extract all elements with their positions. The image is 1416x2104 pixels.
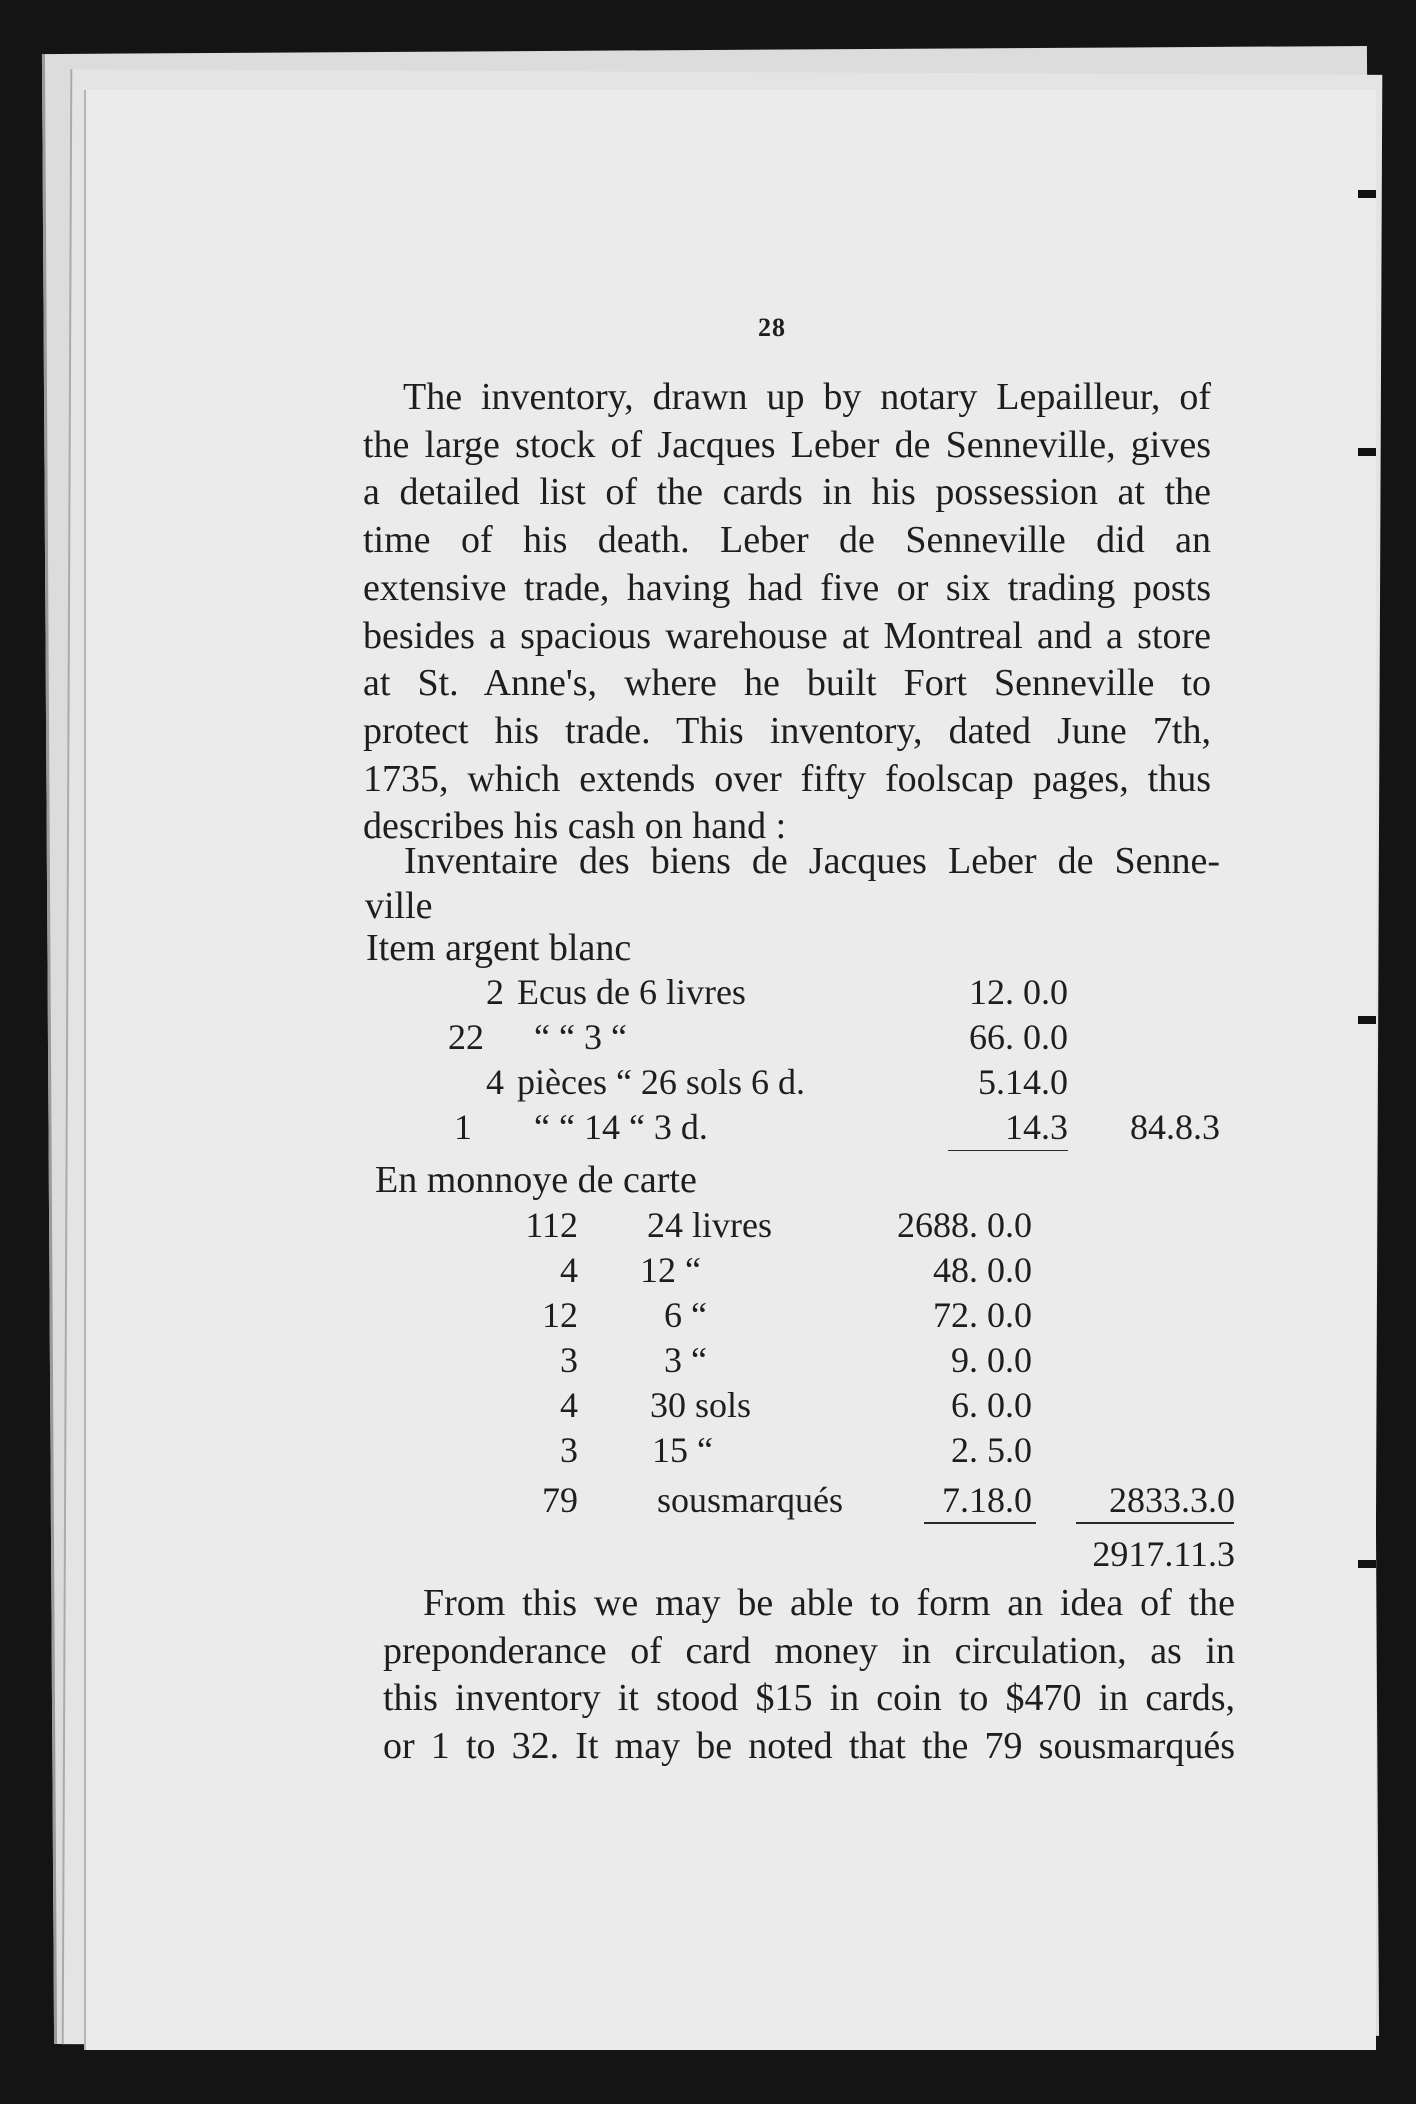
card-heading: En monnoye de carte xyxy=(375,1159,697,1201)
coin-desc: Ecus de 6 livres xyxy=(517,972,746,1012)
coin-desc: “ “ 3 “ xyxy=(534,1017,627,1057)
coin-amount: 5.14.0 xyxy=(978,1062,1068,1102)
card-amount: 7.18.0 xyxy=(942,1480,1032,1520)
text-line: protect his trade. This inventory, dated June 7th, xyxy=(363,709,1211,752)
card-desc: 3 “ xyxy=(664,1340,707,1380)
coin-qty: 4 xyxy=(486,1062,504,1102)
card-qty: 4 xyxy=(560,1385,578,1425)
card-qty: 4 xyxy=(560,1250,578,1290)
coin-amount: 12. 0.0 xyxy=(969,972,1068,1012)
coin-qty: 22 xyxy=(448,1017,484,1057)
text-line: the large stock of Jacques Leber de Senneville, gives xyxy=(363,423,1211,466)
coin-qty: 1 xyxy=(454,1107,472,1147)
text-line: From this we may be able to form an idea of the xyxy=(423,1582,1235,1624)
card-amount: 2688. 0.0 xyxy=(897,1205,1032,1245)
card-qty: 3 xyxy=(560,1340,578,1380)
coin-qty: 2 xyxy=(486,972,504,1012)
coin-desc: pièces “ 26 sols 6 d. xyxy=(517,1062,805,1102)
card-desc: 15 “ xyxy=(652,1430,713,1470)
inventory-title-continued: ville xyxy=(365,885,433,927)
text-line: preponderance of card money in circulation, as in xyxy=(383,1629,1235,1672)
coin-amount: 14.3 xyxy=(1005,1107,1068,1147)
coin-total: 84.8.3 xyxy=(1130,1107,1220,1147)
text-line: The inventory, drawn up by notary Lepailleur, of xyxy=(403,376,1211,418)
grand-total: 2917.11.3 xyxy=(1092,1534,1235,1574)
subtotal-rule xyxy=(924,1522,1036,1524)
text-line: or 1 to 32. It may be noted that the 79 sousmarqués xyxy=(383,1725,1235,1768)
card-amount: 48. 0.0 xyxy=(933,1250,1032,1290)
text-line: describes his cash on hand : xyxy=(363,805,787,848)
card-qty: 112 xyxy=(525,1205,578,1245)
text-line: 1735, which extends over fifty foolscap pages, thus xyxy=(363,757,1211,800)
closing-paragraph xyxy=(383,1580,1235,1771)
card-qty: 79 xyxy=(542,1480,578,1520)
card-amount: 9. 0.0 xyxy=(951,1340,1032,1380)
card-amount: 2. 5.0 xyxy=(951,1430,1032,1470)
card-desc: 12 “ xyxy=(640,1250,701,1290)
card-amount: 72. 0.0 xyxy=(933,1295,1032,1335)
coin-amount: 66. 0.0 xyxy=(969,1017,1068,1057)
card-desc: 24 livres xyxy=(647,1205,772,1245)
subtotal-rule xyxy=(948,1150,1068,1151)
total-rule xyxy=(1076,1522,1234,1524)
card-desc: 6 “ xyxy=(664,1295,707,1335)
inventory-title: Inventaire des biens de Jacques Leber de Senne- xyxy=(404,840,1220,882)
text-line: extensive trade, having had five or six trading posts xyxy=(363,566,1211,609)
card-desc: 30 sols xyxy=(650,1385,752,1425)
text-line: this inventory it stood $15 in coin to $470 in cards, xyxy=(383,1677,1235,1720)
card-qty: 12 xyxy=(542,1295,578,1335)
coin-desc: “ “ 14 “ 3 d. xyxy=(534,1107,708,1147)
card-total: 2833.3.0 xyxy=(1109,1480,1235,1520)
intro-paragraph xyxy=(363,374,1211,851)
text-line: besides a spacious warehouse at Montreal and a store xyxy=(363,614,1211,657)
text-line: time of his death. Leber de Senneville did an xyxy=(363,519,1211,562)
text-line: at St. Anne's, where he built Fort Senneville to xyxy=(363,662,1211,705)
card-amount: 6. 0.0 xyxy=(951,1385,1032,1425)
page-number: 28 xyxy=(758,313,786,342)
coin-heading: Item argent blanc xyxy=(366,927,632,969)
text-line: a detailed list of the cards in his possession at the xyxy=(363,471,1211,514)
card-desc: sousmarqués xyxy=(657,1480,843,1520)
card-qty: 3 xyxy=(560,1430,578,1470)
